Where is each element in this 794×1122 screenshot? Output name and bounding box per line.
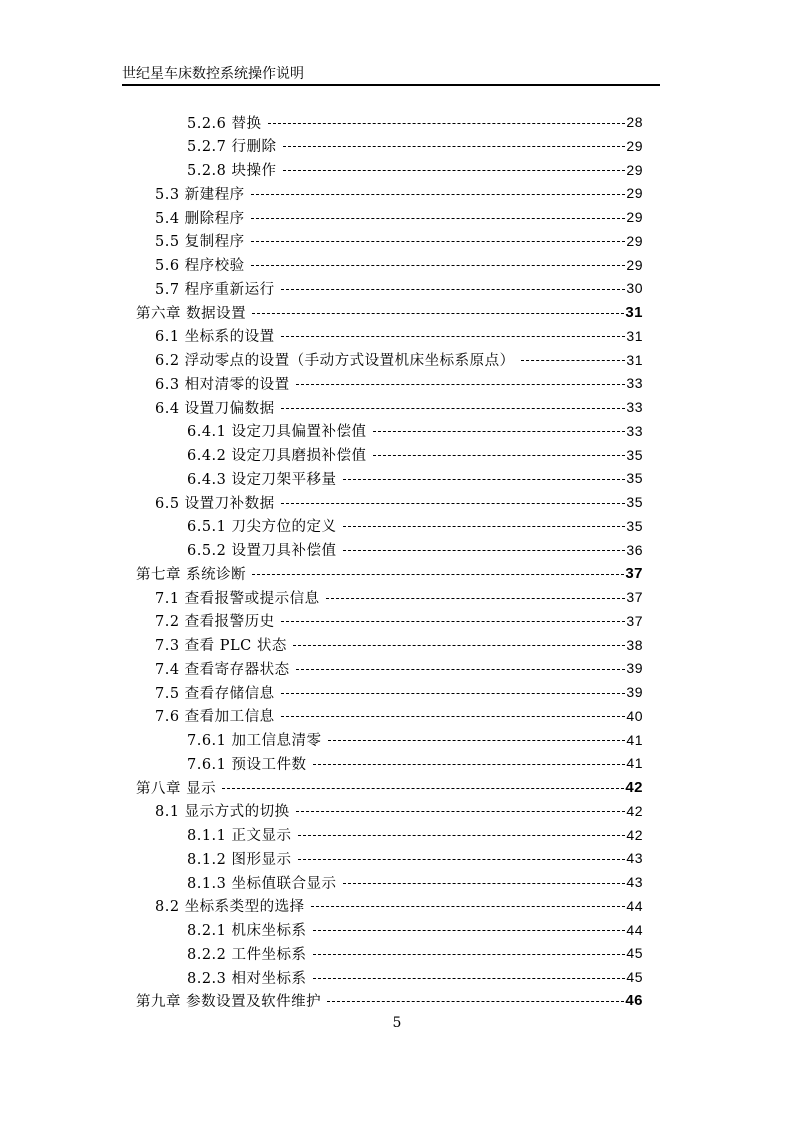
toc-entry-page: 41 xyxy=(626,755,643,772)
toc-entry-label: 5.2.6 替换 xyxy=(187,115,262,132)
toc-entry xyxy=(187,824,643,846)
toc-entry-label: 7.6.1 加工信息清零 xyxy=(187,733,322,749)
toc-entry-label: 5.2.8 块操作 xyxy=(187,163,277,179)
toc-leader xyxy=(251,265,626,266)
toc-entry-label: 7.6 查看加工信息 xyxy=(155,709,275,726)
toc-leader xyxy=(296,811,626,812)
toc-entry-label: 6.4.3 设定刀架平移量 xyxy=(187,471,337,488)
toc-leader xyxy=(326,598,626,599)
toc-entry-page: 35 xyxy=(626,494,643,510)
toc-entry-page: 38 xyxy=(626,636,643,653)
toc-leader xyxy=(328,740,626,741)
toc-entry-page: 31 xyxy=(626,327,643,344)
toc-entry-page: 45 xyxy=(626,969,643,985)
toc-entry-page: 35 xyxy=(626,470,643,487)
toc-leader xyxy=(298,835,626,836)
toc-entry-page: 29 xyxy=(626,185,643,202)
toc-entry xyxy=(155,657,643,679)
toc-entry-page: 39 xyxy=(626,684,643,700)
toc-entry-page: 28 xyxy=(626,114,643,130)
toc-entry xyxy=(187,729,643,751)
toc-entry-page: 33 xyxy=(626,399,643,415)
toc-entry-label: 第七章 系统诊断 xyxy=(136,566,247,583)
toc-leader xyxy=(251,194,626,195)
toc-leader xyxy=(251,218,626,219)
toc-entry xyxy=(155,349,643,371)
toc-entry-label: 第六章 数据设置 xyxy=(136,305,247,322)
toc-entry-label: 5.5 复制程序 xyxy=(155,234,245,251)
toc-entry xyxy=(187,919,643,941)
toc-entry xyxy=(155,586,643,608)
toc-entry xyxy=(155,800,643,822)
toc-entry-label: 6.5.1 刀尖方位的定义 xyxy=(187,519,337,536)
toc-entry xyxy=(187,966,643,988)
toc-entry-label: 8.1.2 图形显示 xyxy=(187,851,292,868)
toc-entry-label: 8.1 显示方式的切换 xyxy=(155,804,290,821)
toc-entry-label: 5.7 程序重新运行 xyxy=(155,281,275,298)
toc-entry xyxy=(187,111,643,133)
toc-entry-label: 第九章 参数设置及软件维护 xyxy=(136,994,322,1011)
toc-entry-label: 7.4 查看寄存器状态 xyxy=(155,661,290,678)
toc-leader xyxy=(283,170,626,171)
toc-entry xyxy=(187,515,643,537)
toc-entry xyxy=(136,776,643,798)
toc-entry-page: 41 xyxy=(626,731,643,748)
toc-entry-label: 5.3 新建程序 xyxy=(155,186,245,203)
toc-entry-page: 44 xyxy=(626,897,643,914)
toc-entry-page: 30 xyxy=(626,280,643,297)
toc-leader xyxy=(373,431,626,432)
toc-entry xyxy=(187,847,643,869)
toc-leader xyxy=(281,693,626,694)
toc-entry xyxy=(187,871,643,893)
toc-leader xyxy=(281,336,626,337)
toc-leader xyxy=(281,621,626,622)
toc-entry xyxy=(155,254,643,276)
toc-entry xyxy=(187,444,643,466)
toc-leader xyxy=(298,859,626,860)
toc-leader xyxy=(281,503,626,504)
toc-entry-label: 8.2.3 相对坐标系 xyxy=(187,970,307,987)
toc-leader xyxy=(343,883,626,884)
toc-entry-page: 42 xyxy=(626,802,643,819)
toc-entry xyxy=(187,159,643,181)
toc-entry-page: 37 xyxy=(626,612,643,629)
toc-entry xyxy=(187,752,643,774)
toc-entry-label: 5.6 程序校验 xyxy=(155,258,245,274)
toc-entry xyxy=(187,135,643,157)
toc-leader xyxy=(281,289,626,290)
toc-entry-label: 6.5 设置刀补数据 xyxy=(155,495,275,512)
toc-entry xyxy=(187,420,643,442)
toc-entry-page: 29 xyxy=(626,161,643,178)
toc-entry xyxy=(155,277,643,299)
toc-entry-label: 6.4.2 设定刀具磨损补偿值 xyxy=(187,448,367,464)
toc-leader xyxy=(283,146,626,147)
toc-entry xyxy=(136,990,643,1012)
toc-leader xyxy=(313,930,626,931)
toc-leader xyxy=(296,384,626,385)
toc-leader xyxy=(343,526,626,527)
toc-entry xyxy=(155,491,643,513)
toc-leader xyxy=(268,123,626,124)
toc-leader xyxy=(296,669,626,670)
toc-entry-label: 5.4 删除程序 xyxy=(155,210,245,227)
toc-entry-page: 29 xyxy=(626,256,643,273)
toc-entry-page: 42 xyxy=(625,778,643,796)
toc-entry-page: 37 xyxy=(626,589,643,605)
toc-entry-page: 33 xyxy=(626,375,643,392)
toc-leader xyxy=(222,788,624,789)
toc-entry-page: 29 xyxy=(626,137,643,154)
toc-entry-page: 29 xyxy=(626,209,643,225)
toc-entry xyxy=(155,705,643,727)
toc-leader xyxy=(343,479,626,480)
toc-leader xyxy=(252,574,624,575)
toc-entry-label: 6.3 相对清零的设置 xyxy=(155,376,290,393)
toc-entry-page: 37 xyxy=(625,564,643,582)
toc-entry-page: 43 xyxy=(626,874,643,890)
toc-entry-label: 8.1.1 正文显示 xyxy=(187,828,292,844)
toc-entry-page: 33 xyxy=(626,422,643,439)
toc-entry xyxy=(155,634,643,656)
toc-entry-page: 31 xyxy=(625,303,643,321)
toc-entry-label: 8.2.2 工件坐标系 xyxy=(187,946,307,963)
toc-entry-label: 7.1 查看报警或提示信息 xyxy=(155,590,320,607)
toc-entry xyxy=(155,206,643,228)
toc-leader xyxy=(313,954,626,955)
toc-entry xyxy=(187,539,643,561)
toc-entry-label: 8.2.1 机床坐标系 xyxy=(187,923,307,939)
toc-entry xyxy=(155,895,643,917)
toc-entry-label: 7.2 查看报警历史 xyxy=(155,614,275,631)
toc-entry xyxy=(155,325,643,347)
toc-entry-label: 6.4.1 设定刀具偏置补偿值 xyxy=(187,424,367,441)
toc-entry-page: 45 xyxy=(626,945,643,962)
toc-leader xyxy=(327,1001,624,1002)
toc-entry xyxy=(155,610,643,632)
toc-entry-page: 40 xyxy=(626,707,643,724)
toc-leader xyxy=(281,716,626,717)
toc-entry xyxy=(155,681,643,703)
toc-entry-page: 35 xyxy=(626,517,643,534)
toc-entry-page: 29 xyxy=(626,232,643,249)
toc-leader xyxy=(251,241,626,242)
toc-entry-page: 44 xyxy=(626,921,643,938)
toc-leader xyxy=(311,906,626,907)
toc-entry-label: 7.5 查看存储信息 xyxy=(155,685,275,702)
toc-entry-label: 6.2 浮动零点的设置（手动方式设置机床坐标系原点） xyxy=(155,353,515,369)
toc-entry xyxy=(136,562,643,584)
toc-leader xyxy=(343,550,626,551)
toc-entry-page: 39 xyxy=(626,660,643,677)
header-rule xyxy=(122,84,660,86)
toc-entry-page: 42 xyxy=(626,826,643,843)
toc-entry-page: 46 xyxy=(625,992,643,1010)
toc-entry-page: 35 xyxy=(626,446,643,463)
toc-entry xyxy=(136,301,643,323)
toc-leader xyxy=(373,455,626,456)
toc-leader xyxy=(252,313,624,314)
toc-entry-label: 6.1 坐标系的设置 xyxy=(155,329,275,346)
toc-entry xyxy=(155,396,643,418)
toc-entry xyxy=(155,372,643,394)
toc-entry xyxy=(187,467,643,489)
toc-entry-label: 6.5.2 设置刀具补偿值 xyxy=(187,543,337,559)
toc-entry-label: 7.3 查看 PLC 状态 xyxy=(155,638,287,654)
toc-leader xyxy=(313,978,626,979)
toc-entry-label: 5.2.7 行删除 xyxy=(187,139,277,156)
toc-entry-page: 36 xyxy=(626,541,643,558)
toc-entry-label: 7.6.1 预设工件数 xyxy=(187,756,307,773)
toc-entry-page: 43 xyxy=(626,850,643,867)
toc-entry xyxy=(155,230,643,252)
toc-leader xyxy=(281,408,626,409)
toc-leader xyxy=(293,645,626,646)
toc-entry-label: 8.1.3 坐标值联合显示 xyxy=(187,875,337,892)
toc-leader xyxy=(313,764,626,765)
toc-entry xyxy=(187,942,643,964)
toc-entry-label: 8.2 坐标系类型的选择 xyxy=(155,899,305,916)
page-number: 5 xyxy=(392,1015,402,1031)
toc-entry xyxy=(155,182,643,204)
toc-entry-page: 31 xyxy=(626,351,643,368)
toc-entry-label: 第八章 显示 xyxy=(136,780,217,797)
toc-entry-label: 6.4 设置刀偏数据 xyxy=(155,400,275,417)
page-header-title: 世纪星车床数控系统操作说明 xyxy=(122,66,304,82)
toc-leader xyxy=(521,360,626,361)
